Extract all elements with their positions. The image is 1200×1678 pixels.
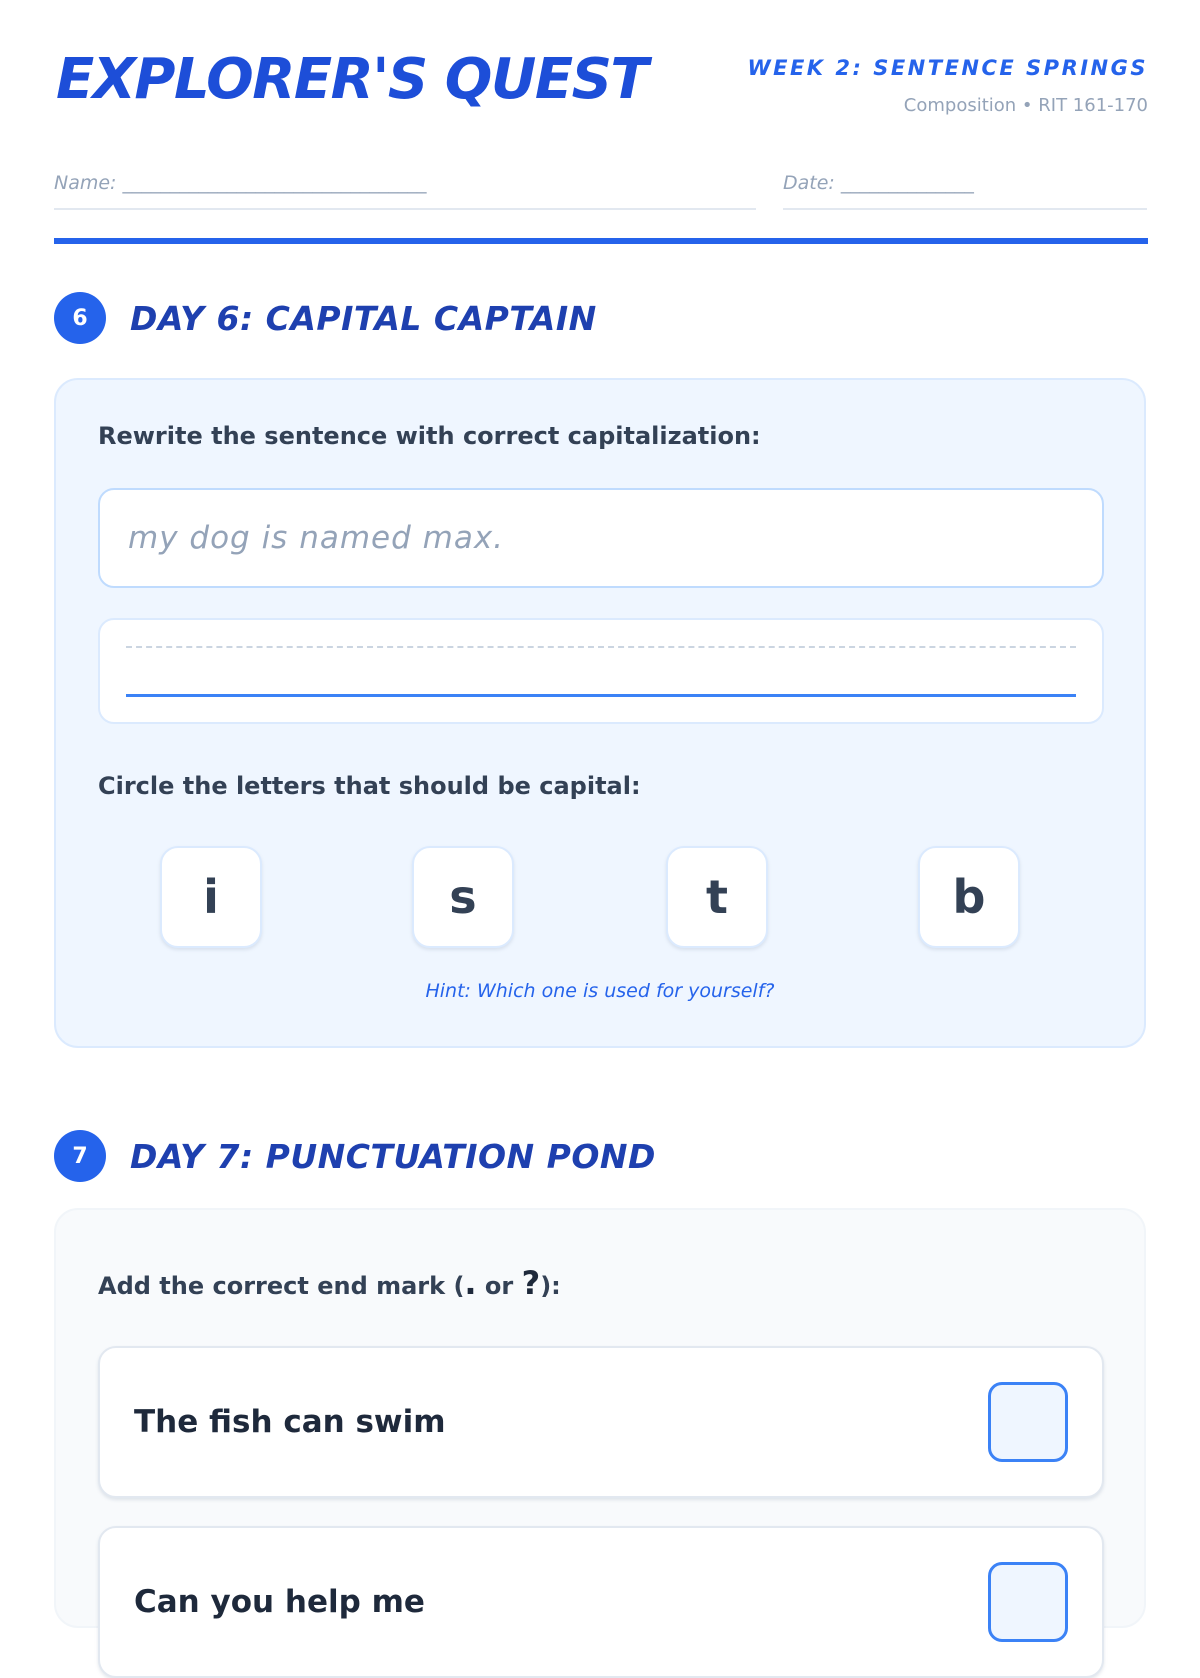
day7-number-badge: 7 [54, 1130, 106, 1182]
day7-title: DAY 7: PUNCTUATION POND [130, 1136, 656, 1176]
endmark-item [98, 1526, 1104, 1678]
header-divider [54, 238, 1148, 244]
day6-hint: Hint: Which one is used for yourself? [425, 980, 775, 1002]
endmark-answer-box[interactable] [988, 1382, 1068, 1462]
day7-prompt-or: or [476, 1272, 522, 1300]
question-mark: ? [521, 1264, 541, 1302]
day7-prompt [98, 1264, 561, 1302]
period-mark: . [464, 1264, 477, 1302]
date-field[interactable]: Date: ______________ [783, 168, 1147, 210]
letter-choice-i[interactable]: i [160, 846, 262, 948]
day6-number-badge: 6 [54, 292, 106, 344]
day6-title: DAY 6: CAPITAL CAPTAIN [130, 298, 597, 338]
endmark-sentence: Can you help me [134, 1584, 425, 1620]
day6-sentence-box: my dog is named max. [98, 488, 1104, 588]
day6-card [54, 378, 1146, 1048]
subject-label: Composition • RIT 161-170 [903, 95, 1148, 116]
week-label: WEEK 2: SENTENCE SPRINGS [747, 56, 1148, 80]
letter-choice-t[interactable]: t [666, 846, 768, 948]
day7-heading [54, 1130, 656, 1182]
day6-heading [54, 292, 597, 344]
endmark-answer-box[interactable] [988, 1562, 1068, 1642]
worksheet-title: EXPLORER'S QUEST [56, 47, 648, 112]
letter-choice-b[interactable]: b [918, 846, 1020, 948]
letter-choice-s[interactable]: s [412, 846, 514, 948]
endmark-sentence: The fish can swim [134, 1404, 446, 1440]
day7-card [54, 1208, 1146, 1628]
writing-baseline [126, 694, 1076, 697]
letter-choices [56, 846, 1144, 950]
writing-midline [126, 646, 1076, 648]
name-field[interactable]: Name: ________________________________ [54, 168, 756, 210]
day7-prompt-start: Add the correct end mark ( [98, 1272, 465, 1300]
day6-prompt: Rewrite the sentence with correct capitalization: [98, 422, 761, 450]
day7-prompt-end: ): [540, 1272, 561, 1300]
day6-circle-prompt: Circle the letters that should be capital: [98, 772, 641, 800]
endmark-item [98, 1346, 1104, 1498]
day6-writing-line[interactable] [98, 618, 1104, 724]
